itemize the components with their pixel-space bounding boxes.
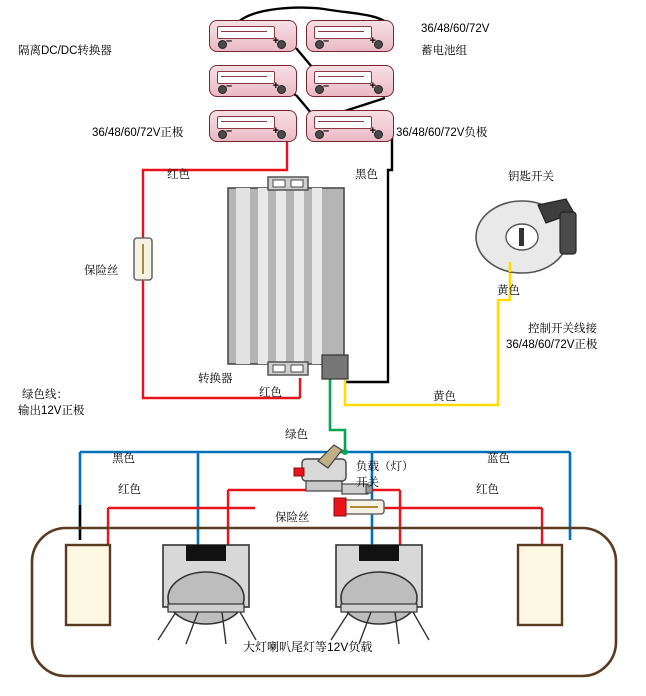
battery-3-pos-sign: + [272,80,279,92]
label-green-wire-title: 绿色线： [22,389,68,401]
battery-1-pos-sign: + [272,35,279,47]
headlamp-left [158,545,256,644]
battery-5 [209,110,297,142]
battery-2 [306,20,394,52]
label-green-wire-sub: 输出12V正极 [18,405,85,417]
label-battery-pack: 蓄电池组 [421,45,467,57]
battery-6-neg-sign: – [323,125,330,137]
label-isolated-dcdc: 隔离DC/DC转换器 [18,45,112,57]
green-blue-junction [342,449,348,455]
label-bottom-caption: 大灯喇叭尾灯等12V负载 [243,640,373,654]
label-control-switch-line: 控制开关线接 [528,323,597,335]
battery-6 [306,110,394,142]
label-yellow-right: 黄色 [433,391,456,403]
fuse-left-icon [134,238,152,280]
tail-light-right [518,545,562,625]
label-positive-left: 36/48/60/72V正极 [92,127,184,139]
battery-1 [209,20,297,52]
battery-3 [209,65,297,97]
tail-light-left [66,545,110,625]
label-blue-bus: 蓝色 [487,453,510,465]
battery-2-neg-sign: – [323,35,330,47]
label-black-bus: 黑色 [112,453,135,465]
label-red-top-left: 红色 [167,169,190,181]
battery-6-pos-sign: + [369,125,376,137]
label-red-converter-out: 红色 [259,387,282,399]
fuse-bottom-icon [334,498,384,516]
label-red-left-bus: 红色 [118,484,141,496]
battery-4-pos-sign: + [369,80,376,92]
label-converter: 转换器 [198,373,233,385]
converter-body [228,177,348,379]
battery-1-neg-sign: – [226,35,233,47]
label-load-lamp: 负载（灯） [356,461,414,473]
label-fuse-bottom: 保险丝 [275,512,310,524]
label-red-right-bus: 红色 [476,484,499,496]
battery-4-neg-sign: – [323,80,330,92]
label-battery-voltage: 36/48/60/72V [421,23,490,35]
battery-3-neg-sign: – [226,80,233,92]
headlamp-right [331,545,429,644]
key-switch-icon [476,199,576,273]
green-output-wire [330,378,345,452]
label-load-switch: 开关 [356,477,379,489]
label-key-switch: 钥匙开关 [508,171,554,183]
label-control-switch-volt: 36/48/60/72V正极 [506,339,598,351]
battery-4 [306,65,394,97]
label-green: 绿色 [285,429,308,441]
battery-5-pos-sign: + [272,125,279,137]
battery-5-neg-sign: – [226,125,233,137]
label-yellow-key: 黄色 [497,285,520,297]
label-fuse-left: 保险丝 [84,265,119,277]
battery-2-pos-sign: + [369,35,376,47]
label-negative-right: 36/48/60/72V负极 [396,127,488,139]
label-black-top-right: 黑色 [355,169,378,181]
